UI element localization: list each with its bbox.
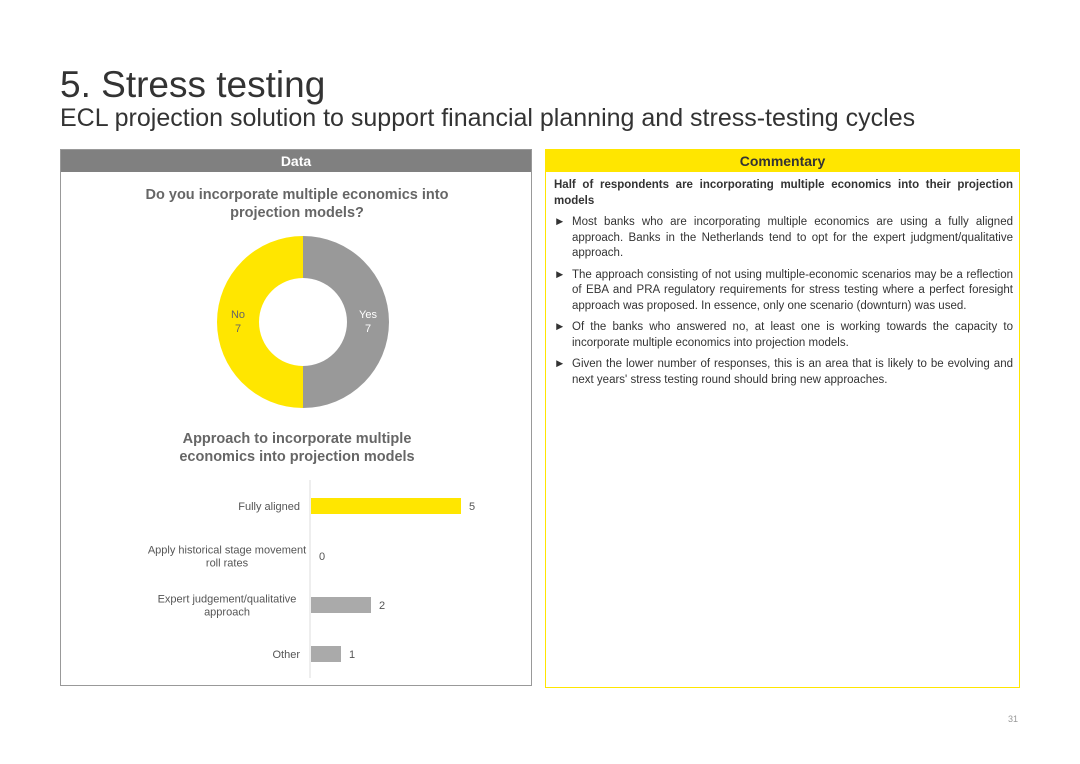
donut-label: Yes: [359, 309, 377, 321]
bar-chart: [61, 150, 533, 687]
bar-chart-title: Approach to incorporate multiple economics into projection models: [179, 431, 415, 465]
commentary-bullet: [554, 215, 1013, 262]
commentary-body: [554, 178, 1013, 394]
bar-0: [311, 498, 461, 514]
bar-category-label: Apply historical stage movement roll rates: [147, 544, 307, 570]
donut-value-label: 7: [234, 323, 242, 335]
bar-value-label: 1: [349, 649, 356, 661]
bar-value-label: 0: [319, 551, 326, 563]
bar-value-label: 5: [469, 501, 476, 513]
arrow-icon: ►: [554, 216, 566, 228]
commentary-bullet: [554, 357, 1013, 388]
commentary-bullet: [554, 268, 1013, 315]
donut-chart-title: Do you incorporate multiple economics into projection models?: [145, 187, 449, 221]
bar-value-label: 2: [379, 600, 386, 612]
donut-value-label: 7: [364, 323, 372, 335]
page-subtitle: ECL projection solution to support financial planning and stress-testing cycles: [60, 104, 916, 132]
commentary-sub-bullet: [554, 320, 1013, 351]
page-title: 5. Stress testing: [60, 64, 326, 105]
bullet-text: Given the lower number of responses, this is an area that is likely to be evolving and next years' stress testing round should bring new approaches.: [572, 358, 1013, 386]
commentary-panel: [545, 149, 1020, 688]
bar-category-label: Fully aligned: [238, 501, 300, 513]
bar-2: [311, 597, 371, 613]
bullet-text: The approach consisting of not using multiple-economic scenarios may be a reflection of EBA and PRA regulatory requirements for stress testing where a perfect foresight approach was proposed. In essence, only one scenario (downturn) was used.: [572, 268, 1013, 312]
donut-label: No: [230, 309, 246, 321]
bar-category-label: Expert judgement/qualitative approach: [157, 593, 297, 619]
data-panel: [60, 149, 532, 686]
arrow-icon: ►: [554, 321, 566, 333]
commentary-lead: Half of respondents are incorporating multiple economics into their projection models: [554, 179, 1013, 207]
bullet-text: Most banks who are incorporating multiple economics are using a fully aligned approach. Banks in the Netherlands tend to opt for the expert judgment/qualitative approach.: [572, 216, 1013, 259]
page-number: 31: [1007, 714, 1018, 724]
bullet-text: Of the banks who answered no, at least one is working towards the capacity to incorporate multiple economics into projection models.: [572, 321, 1013, 349]
commentary-panel-header: Commentary: [546, 150, 1019, 172]
bar-3: [311, 646, 341, 662]
bar-category-label: Other: [272, 649, 300, 661]
data-panel-header: Data: [61, 150, 531, 172]
arrow-icon: ►: [554, 268, 566, 281]
arrow-icon: ►: [554, 358, 566, 370]
